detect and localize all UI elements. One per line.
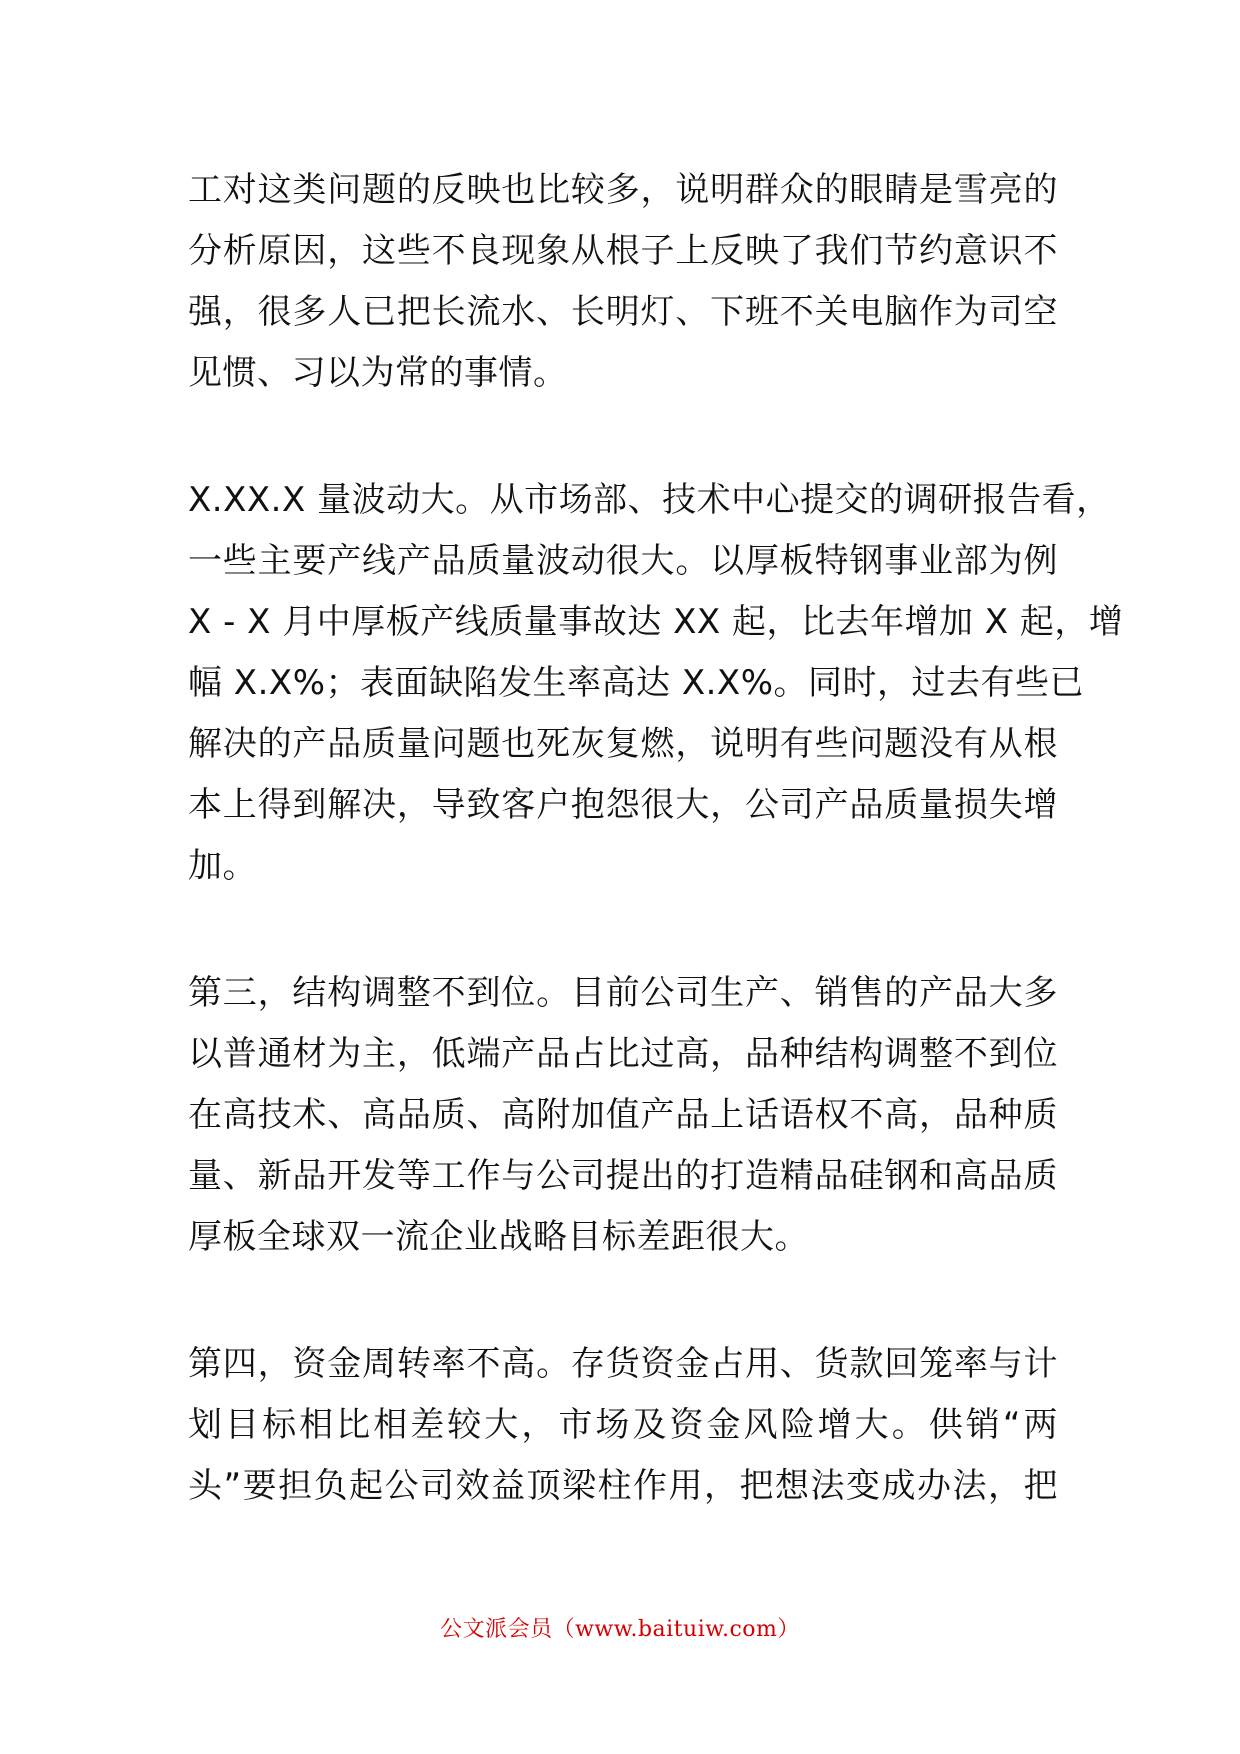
text-line: 量、新品开发等工作与公司提出的打造精品硅钢和高品质: [188, 1156, 1058, 1196]
footer-watermark: 公文派会员（www.baituiw.com）: [440, 1617, 800, 1642]
text-line: 解决的产品质量问题也死灰复燃，说明有些问题没有从根: [188, 724, 1058, 764]
text-line: X.XX.X 量波动大。从市场部、技术中心提交的调研报告看，: [188, 480, 1111, 520]
paragraph-2: [188, 470, 1124, 897]
text-line: 加。: [188, 846, 257, 886]
text-line: 第四，资金周转率不高。存货资金占用、货款回笼率与计: [188, 1344, 1058, 1384]
text-line: 见惯、习以为常的事情。: [188, 353, 568, 393]
text-line: X - X 月中厚板产线质量事故达 XX 起，比去年增加 X 起，增: [188, 602, 1124, 642]
text-line: 幅 X.X%；表面缺陷发生率高达 X.X%。同时，过去有些已: [188, 663, 1085, 703]
text-line: 在高技术、高品质、高附加值产品上话语权不高，品种质: [188, 1095, 1058, 1135]
paragraph-4: [188, 1334, 1058, 1517]
paragraph-1: [188, 160, 1058, 404]
text-line: 强，很多人已把长流水、长明灯、下班不关电脑作为司空: [188, 292, 1058, 332]
text-line: 分析原因，这些不良现象从根子上反映了我们节约意识不: [188, 231, 1058, 271]
text-line: 划目标相比相差较大，市场及资金风险增大。供销“两: [188, 1405, 1058, 1445]
text-line: 本上得到解决，导致客户抱怨很大，公司产品质量损失增: [188, 785, 1058, 825]
text-line: 工对这类问题的反映也比较多，说明群众的眼睛是雪亮的: [188, 170, 1058, 210]
text-line: 第三，结构调整不到位。目前公司生产、销售的产品大多: [188, 973, 1058, 1013]
text-line: 以普通材为主，低端产品占比过高，品种结构调整不到位: [188, 1034, 1058, 1074]
text-line: 一些主要产线产品质量波动很大。以厚板特钢事业部为例: [188, 541, 1058, 581]
text-line: 厚板全球双一流企业战略目标差距很大。: [188, 1217, 809, 1257]
document-body: [188, 160, 1124, 1583]
text-line: 头”要担负起公司效益顶梁柱作用，把想法变成办法，把: [188, 1466, 1058, 1506]
paragraph-3: [188, 963, 1058, 1268]
